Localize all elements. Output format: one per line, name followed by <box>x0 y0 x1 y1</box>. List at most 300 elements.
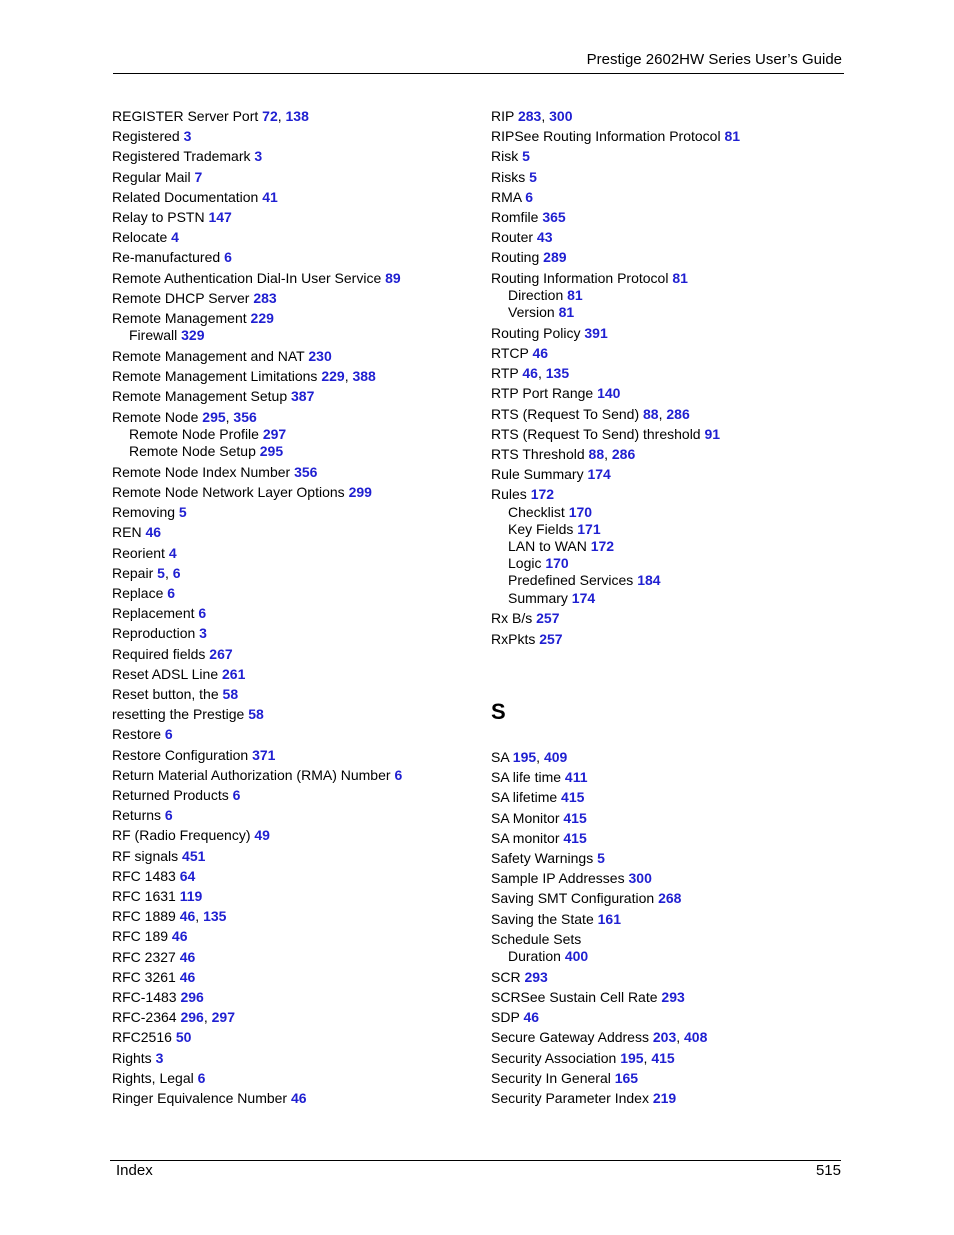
index-entry <box>112 1029 191 1046</box>
index-entry <box>112 908 226 925</box>
index-term: RMA <box>491 189 522 205</box>
index-term: Remote Management and NAT <box>112 348 305 364</box>
page-link[interactable]: 5 <box>522 148 530 164</box>
index-entry <box>112 388 314 405</box>
index-entry <box>112 148 262 165</box>
page-link[interactable]: 5 <box>597 850 605 866</box>
index-entry <box>491 466 611 483</box>
page-link[interactable]: 72 <box>262 108 278 124</box>
page-link[interactable]: 41 <box>262 189 278 205</box>
index-entry <box>491 610 559 627</box>
page-link[interactable]: 297 <box>211 1009 235 1025</box>
page-separator: , <box>541 108 550 124</box>
page-link[interactable]: 415 <box>561 789 585 805</box>
page-link[interactable]: 6 <box>164 807 173 823</box>
page-link[interactable]: 135 <box>545 365 570 381</box>
index-term: Re-manufactured <box>112 249 221 265</box>
index-entry <box>491 406 690 423</box>
page-link[interactable]: 365 <box>542 209 566 225</box>
page-link[interactable]: 295 <box>202 409 226 425</box>
page-link[interactable]: 46 <box>522 365 538 381</box>
index-term: RFC 2327 <box>112 949 176 965</box>
index-term: resetting the Prestige <box>112 706 245 722</box>
index-entry <box>112 209 232 226</box>
page-link[interactable]: 6 <box>525 189 534 205</box>
page-link[interactable]: 5 <box>529 169 537 185</box>
index-entry <box>112 368 376 385</box>
index-term: Rules <box>491 486 527 502</box>
index-entry <box>112 949 195 966</box>
index-term: Registered <box>112 128 180 144</box>
index-subentry <box>129 327 204 344</box>
page-link[interactable]: 172 <box>530 486 555 502</box>
index-term: RFC2516 <box>112 1029 172 1045</box>
index-term: Reproduction <box>112 625 196 641</box>
footer-section-label: Index <box>116 1162 153 1179</box>
page-link[interactable]: 409 <box>543 749 568 765</box>
index-term: SA life time <box>491 769 562 785</box>
index-entry <box>112 827 270 844</box>
page-link[interactable]: 7 <box>194 169 203 185</box>
index-term: RIP <box>491 108 515 124</box>
index-term: Remote Node Profile <box>129 426 259 442</box>
page-link[interactable]: 293 <box>524 969 548 985</box>
page-link[interactable]: 46 <box>179 969 196 985</box>
page-link[interactable]: 411 <box>564 769 588 785</box>
index-term: Secure Gateway Address <box>491 1029 649 1045</box>
index-term: Replace <box>112 585 164 601</box>
index-term: Returns <box>112 807 162 823</box>
page-link[interactable]: 387 <box>291 388 315 404</box>
page-link[interactable]: 415 <box>563 810 587 826</box>
index-term: SCRSee Sustain Cell Rate <box>491 989 658 1005</box>
page-link[interactable]: 219 <box>652 1090 677 1106</box>
page-link[interactable]: 170 <box>545 555 569 571</box>
index-term: Reset ADSL Line <box>112 666 219 682</box>
index-term: Saving SMT Configuration <box>491 890 655 906</box>
page-link[interactable]: 174 <box>587 466 611 482</box>
index-term: Remote Node Setup <box>129 443 256 459</box>
page-link[interactable]: 289 <box>543 249 567 265</box>
page-link[interactable]: 81 <box>724 128 741 144</box>
page-link[interactable]: 400 <box>564 948 589 964</box>
page-link[interactable]: 229 <box>250 310 274 326</box>
index-entry <box>112 545 177 562</box>
index-term: RIPSee Routing Information Protocol <box>491 128 721 144</box>
index-term: Logic <box>508 555 542 571</box>
index-subentry <box>508 287 583 304</box>
page-separator: , <box>344 368 353 384</box>
index-entry <box>491 108 572 125</box>
index-term: Rule Summary <box>491 466 584 482</box>
page-separator: , <box>164 565 173 581</box>
index-entry <box>112 1070 205 1087</box>
index-entry <box>491 1009 539 1026</box>
index-term: Rights <box>112 1050 152 1066</box>
index-entry <box>112 270 401 287</box>
index-term: SA <box>491 749 509 765</box>
index-entry <box>491 426 720 443</box>
index-entry <box>112 807 173 824</box>
page-link[interactable]: 297 <box>262 426 287 442</box>
page-link[interactable]: 5 <box>157 565 165 581</box>
page-link[interactable]: 415 <box>563 830 587 846</box>
index-term: Key Fields <box>508 521 574 537</box>
page-link[interactable]: 46 <box>179 908 196 924</box>
page-separator: , <box>676 1029 685 1045</box>
page-link[interactable]: 174 <box>571 590 596 606</box>
index-subentry <box>508 521 601 538</box>
index-term: Remote Management Setup <box>112 388 288 404</box>
page-link[interactable]: 6 <box>394 767 403 783</box>
index-entry <box>112 989 204 1006</box>
page-link[interactable]: 3 <box>183 128 192 144</box>
page-link[interactable]: 3 <box>155 1050 164 1066</box>
index-entry <box>112 108 309 125</box>
index-term: Ringer Equivalence Number <box>112 1090 288 1106</box>
page-link[interactable]: 6 <box>197 1070 206 1086</box>
index-term: LAN to WAN <box>508 538 587 554</box>
index-entry <box>491 830 587 847</box>
page-link[interactable]: 58 <box>248 706 264 722</box>
page-link[interactable]: 138 <box>285 108 309 124</box>
page-link[interactable]: 408 <box>684 1029 708 1045</box>
index-entry <box>112 646 233 663</box>
index-term: SA lifetime <box>491 789 558 805</box>
index-subentry <box>508 538 614 555</box>
index-term: RFC-1483 <box>112 989 177 1005</box>
index-term: Relocate <box>112 229 168 245</box>
page-link[interactable]: 91 <box>704 426 721 442</box>
index-term: RTCP <box>491 345 529 361</box>
page-link[interactable]: 356 <box>294 464 318 480</box>
page-link[interactable]: 283 <box>253 290 277 306</box>
page-link[interactable]: 6 <box>198 605 207 621</box>
index-term: Remote Node Index Number <box>112 464 291 480</box>
index-term: Checklist <box>508 504 565 520</box>
page-link[interactable]: 88 <box>588 446 605 462</box>
page-link[interactable]: 4 <box>171 229 179 245</box>
index-term: Router <box>491 229 534 245</box>
index-entry <box>112 249 232 266</box>
page-link[interactable]: 293 <box>661 989 685 1005</box>
index-term: Relay to PSTN <box>112 209 205 225</box>
page-link[interactable]: 89 <box>385 270 401 286</box>
page-link[interactable]: 195 <box>620 1050 644 1066</box>
index-term: SCR <box>491 969 521 985</box>
index-term: RFC-2364 <box>112 1009 177 1025</box>
index-entry <box>112 229 179 246</box>
index-subentry <box>129 426 286 443</box>
index-entry <box>112 1090 307 1107</box>
page-separator: , <box>277 108 286 124</box>
page-link[interactable]: 119 <box>179 888 203 904</box>
index-term: Routing Information Protocol <box>491 270 669 286</box>
index-term: Duration <box>508 948 561 964</box>
index-entry <box>112 504 187 521</box>
index-term: Risks <box>491 169 526 185</box>
index-entry <box>112 310 274 327</box>
index-term: RFC 1631 <box>112 888 176 904</box>
page-link[interactable]: 267 <box>209 646 233 662</box>
header-rule <box>113 73 844 74</box>
page-link[interactable]: 170 <box>568 504 593 520</box>
index-entry <box>112 848 205 865</box>
page-link[interactable]: 5 <box>178 504 187 520</box>
index-term: RFC 3261 <box>112 969 176 985</box>
page-link[interactable]: 295 <box>259 443 284 459</box>
index-term: RFC 189 <box>112 928 169 944</box>
index-term: Required fields <box>112 646 206 662</box>
index-term: Security Parameter Index <box>491 1090 649 1106</box>
index-term: Security Association <box>491 1050 617 1066</box>
page-link[interactable]: 6 <box>232 787 241 803</box>
page-link[interactable]: 391 <box>584 325 608 341</box>
index-term: Remote Management <box>112 310 247 326</box>
index-term: Regular Mail <box>112 169 191 185</box>
index-entry <box>491 890 681 907</box>
index-entry <box>491 749 567 766</box>
page-link[interactable]: 6 <box>164 726 173 742</box>
index-term: RFC 1483 <box>112 868 176 884</box>
page-link[interactable]: 46 <box>179 949 196 965</box>
index-term: RF (Radio Frequency) <box>112 827 251 843</box>
page-link[interactable]: 58 <box>222 686 239 702</box>
page-link[interactable]: 147 <box>208 209 232 225</box>
index-term: Direction <box>508 287 564 303</box>
index-entry <box>112 464 317 481</box>
index-entry <box>112 585 175 602</box>
page-link[interactable]: 81 <box>558 304 575 320</box>
index-term: Remote Node Network Layer Options <box>112 484 345 500</box>
index-entry <box>112 928 188 945</box>
index-entry <box>491 1090 676 1107</box>
page-link[interactable]: 81 <box>567 287 583 303</box>
page-link[interactable]: 329 <box>181 327 205 343</box>
index-entry <box>491 1050 675 1067</box>
index-term: Return Material Authorization (RMA) Number <box>112 767 391 783</box>
index-term: Routing <box>491 249 540 265</box>
page-link[interactable]: 81 <box>672 270 688 286</box>
index-entry <box>112 565 181 582</box>
page-link[interactable]: 286 <box>611 446 636 462</box>
index-term: Repair <box>112 565 154 581</box>
page-link[interactable]: 257 <box>536 610 560 626</box>
page-link[interactable]: 6 <box>167 585 176 601</box>
index-entry <box>491 169 537 186</box>
index-entry <box>112 189 278 206</box>
index-term: Registered Trademark <box>112 148 251 164</box>
index-term: Reorient <box>112 545 165 561</box>
page-link[interactable]: 296 <box>180 989 204 1005</box>
page-link[interactable]: 50 <box>175 1029 192 1045</box>
page-link[interactable]: 286 <box>666 406 690 422</box>
index-entry <box>491 189 533 206</box>
page-link[interactable]: 451 <box>182 848 206 864</box>
page-separator: , <box>203 1009 212 1025</box>
page-link[interactable]: 88 <box>643 406 659 422</box>
index-term: Removing <box>112 504 176 520</box>
index-entry <box>491 249 567 266</box>
page-link[interactable]: 300 <box>628 870 652 886</box>
index-entry <box>491 1029 707 1046</box>
page-separator: , <box>225 409 234 425</box>
index-term: Routing Policy <box>491 325 581 341</box>
footer-page-number: 515 <box>815 1162 841 1179</box>
index-term: Version <box>508 304 555 320</box>
page-link[interactable]: 3 <box>254 148 263 164</box>
index-entry <box>491 911 621 928</box>
page-link[interactable]: 388 <box>352 368 376 384</box>
page-link[interactable]: 229 <box>321 368 345 384</box>
page-link[interactable]: 230 <box>308 348 332 364</box>
index-entry <box>112 1050 163 1067</box>
index-term: Reset button, the <box>112 686 219 702</box>
index-subentry <box>129 443 283 460</box>
index-term: RF signals <box>112 848 179 864</box>
page-link[interactable]: 140 <box>597 385 621 401</box>
index-entry <box>491 789 584 806</box>
index-entry <box>491 1070 638 1087</box>
index-term: RTS (Request To Send) threshold <box>491 426 701 442</box>
index-term: SDP <box>491 1009 520 1025</box>
index-entry <box>112 290 277 307</box>
index-term: Sample IP Addresses <box>491 870 625 886</box>
index-term: Schedule Sets <box>491 931 582 947</box>
page-link[interactable]: 299 <box>348 484 372 500</box>
index-term: RFC 1889 <box>112 908 176 924</box>
page-link[interactable]: 46 <box>171 928 188 944</box>
index-term: Related Documentation <box>112 189 259 205</box>
index-term: Rights, Legal <box>112 1070 194 1086</box>
index-entry <box>491 769 588 786</box>
index-term: Remote Authentication Dial-In User Service <box>112 270 382 286</box>
page-link[interactable]: 6 <box>172 565 181 581</box>
index-entry <box>491 270 688 287</box>
index-term: RTP Port Range <box>491 385 594 401</box>
page-link[interactable]: 356 <box>233 409 257 425</box>
index-term: Remote Management Limitations <box>112 368 318 384</box>
index-entry <box>112 605 206 622</box>
index-entry <box>491 850 605 867</box>
index-term: Returned Products <box>112 787 229 803</box>
index-subentry <box>508 590 595 607</box>
index-term: RxPkts <box>491 631 536 647</box>
page-link[interactable]: 46 <box>532 345 549 361</box>
index-term: Remote Node <box>112 409 199 425</box>
index-entry <box>112 524 161 541</box>
index-term: REGISTER Server Port <box>112 108 259 124</box>
index-entry <box>112 484 372 501</box>
page-separator: , <box>537 365 546 381</box>
page-link[interactable]: 195 <box>512 749 537 765</box>
page-link[interactable]: 172 <box>590 538 615 554</box>
page-link[interactable]: 371 <box>252 747 276 763</box>
index-entry <box>491 385 620 402</box>
index-subentry <box>508 504 592 521</box>
index-entry <box>491 486 554 503</box>
index-entry <box>112 128 191 145</box>
index-entry <box>491 365 569 382</box>
index-entry <box>112 348 332 365</box>
index-term: RTS Threshold <box>491 446 585 462</box>
page-link[interactable]: 415 <box>651 1050 675 1066</box>
index-entry <box>112 787 240 804</box>
index-term: Romfile <box>491 209 539 225</box>
page-separator: , <box>643 1050 652 1066</box>
index-entry <box>112 969 195 986</box>
index-entry <box>491 446 635 463</box>
page-link[interactable]: 171 <box>577 521 601 537</box>
page-link[interactable]: 257 <box>539 631 563 647</box>
page-link[interactable]: 261 <box>222 666 246 682</box>
index-term: Saving the State <box>491 911 594 927</box>
page-link[interactable]: 4 <box>168 545 177 561</box>
page-link[interactable]: 135 <box>203 908 227 924</box>
index-term: Restore Configuration <box>112 747 249 763</box>
index-entry <box>491 969 548 986</box>
page-link[interactable]: 46 <box>290 1090 307 1106</box>
index-entry <box>491 345 548 362</box>
index-term: Firewall <box>129 327 178 343</box>
index-entry <box>112 706 264 723</box>
page-link[interactable]: 64 <box>179 868 196 884</box>
index-entry <box>491 148 530 165</box>
index-entry <box>491 870 652 887</box>
section-letter-heading: S <box>491 699 506 724</box>
page-link[interactable]: 300 <box>549 108 573 124</box>
index-entry <box>491 810 587 827</box>
page-link[interactable]: 3 <box>199 625 207 641</box>
index-entry <box>112 409 257 426</box>
index-entry <box>112 169 202 186</box>
index-term: Rx B/s <box>491 610 533 626</box>
page-link[interactable]: 296 <box>180 1009 204 1025</box>
index-term: RTS (Request To Send) <box>491 406 640 422</box>
page-separator: , <box>658 406 667 422</box>
page-link[interactable]: 6 <box>224 249 232 265</box>
page-link[interactable]: 46 <box>523 1009 540 1025</box>
index-entry <box>112 868 195 885</box>
index-term: Safety Warnings <box>491 850 594 866</box>
index-subentry <box>508 555 569 572</box>
page-separator: , <box>536 749 544 765</box>
page-link[interactable]: 184 <box>637 572 661 588</box>
index-entry <box>112 888 202 905</box>
page-link[interactable]: 268 <box>658 890 682 906</box>
page-link[interactable]: 165 <box>614 1070 639 1086</box>
index-entry <box>491 229 553 246</box>
page-link[interactable]: 46 <box>145 524 162 540</box>
page-link[interactable]: 203 <box>652 1029 677 1045</box>
index-term: Summary <box>508 590 568 606</box>
index-subentry <box>508 948 588 965</box>
page-link[interactable]: 43 <box>536 229 553 245</box>
index-entry <box>491 325 608 342</box>
page-link[interactable]: 49 <box>254 827 270 843</box>
index-entry <box>112 686 238 703</box>
page-link[interactable]: 161 <box>597 911 621 927</box>
index-term: Restore <box>112 726 162 742</box>
index-entry <box>112 666 245 683</box>
index-term: Predefined Services <box>508 572 634 588</box>
footer-rule <box>110 1160 841 1161</box>
running-header-title: Prestige 2602HW Series User’s Guide <box>586 51 842 68</box>
page-link[interactable]: 283 <box>517 108 542 124</box>
index-term: SA monitor <box>491 830 560 846</box>
index-entry <box>112 747 275 764</box>
index-entry <box>491 989 685 1006</box>
